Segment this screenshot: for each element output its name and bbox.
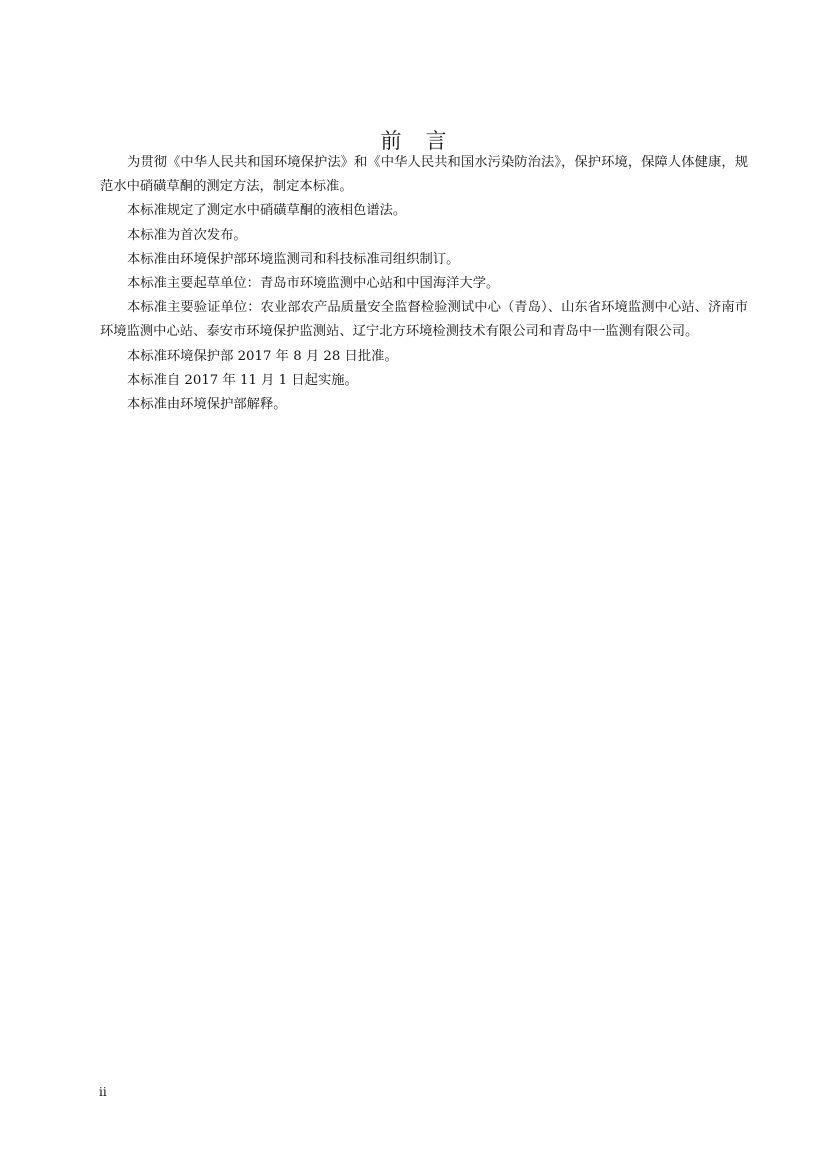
preface-body	[100, 151, 748, 417]
page-number: ii	[99, 1085, 107, 1099]
paragraph-drafting-units: 本标准主要起草单位：青岛市环境监测中心站和中国海洋大学。	[127, 276, 500, 292]
paragraph-purpose: 为贯彻《中华人民共和国环境保护法》和《中华人民共和国水污染防治法》，保护环境，保障人体健康，规范水中硝磺草酮的测定方法，制定本标准。	[100, 155, 748, 195]
paragraph-organizer: 本标准由环境保护部环境监测司和科技标准司组织制订。	[127, 251, 460, 267]
paragraph-scope: 本标准规定了测定水中硝磺草酮的液相色谱法。	[127, 203, 407, 219]
paragraph-effective-date: 本标准自 2017 年 11 月 1 日起实施。	[127, 372, 358, 388]
paragraph-validation-units: 本标准主要验证单位：农业部农产品质量安全监督检验测试中心（青岛）、山东省环境监测中心站、济南市环境监测中心站、泰安市环境保护监测站、辽宁北方环境检测技术有限公司和青岛中一监测有限公司。	[100, 300, 748, 340]
paragraph-first-release: 本标准为首次发布。	[127, 227, 247, 243]
page-title: 前言	[380, 129, 471, 154]
paragraph-approval-date: 本标准环境保护部 2017 年 8 月 28 日批准。	[127, 348, 398, 364]
paragraph-interpretation: 本标准由环境保护部解释。	[127, 397, 287, 413]
